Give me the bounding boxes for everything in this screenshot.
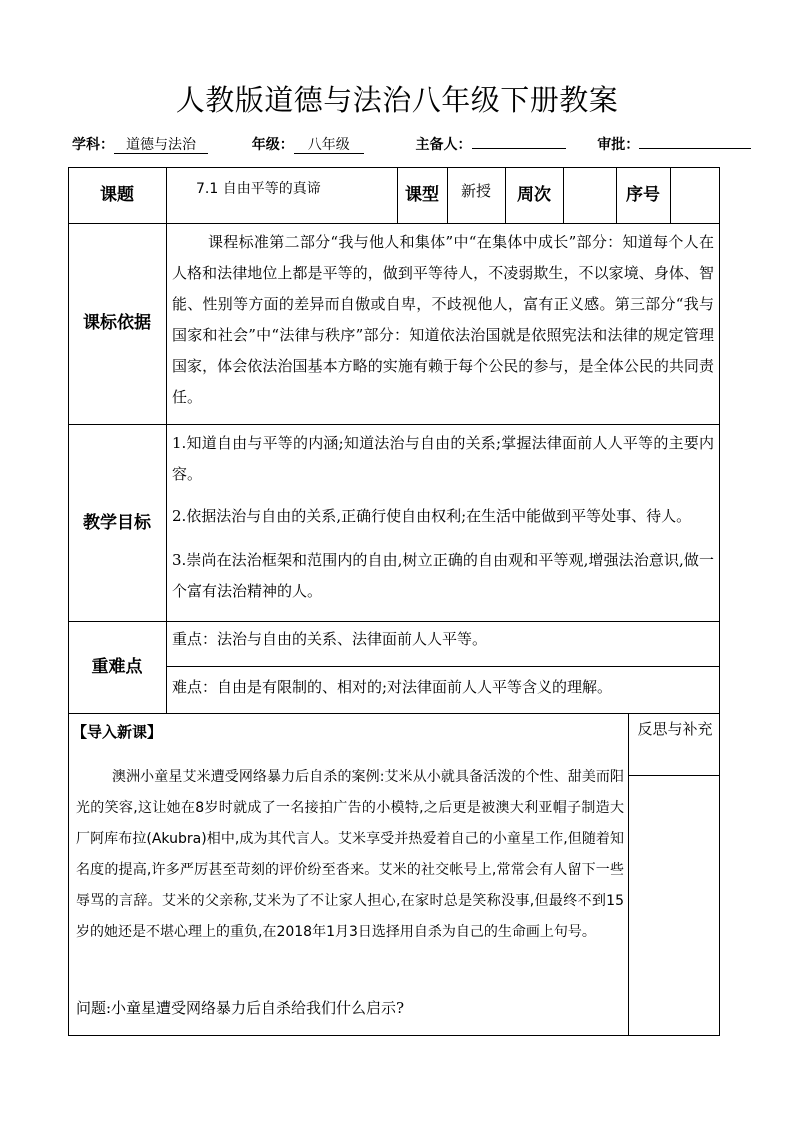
goals-label: 教学目标 [83,513,151,533]
reflection-label: 反思与补充 [637,720,713,738]
approval-label: 审批： [597,137,640,153]
seq-label: 序号 [626,185,660,205]
subject-label: 学科： [72,137,114,153]
approval-value [639,148,751,149]
preparer-label: 主备人： [415,137,472,153]
document-title: 人教版道德与法治八年级下册教案 [175,83,619,117]
col-divider [563,167,564,223]
row-divider [68,621,720,622]
row-divider [166,666,720,667]
topic-label: 课题 [100,185,134,205]
week-label: 周次 [517,185,551,205]
standard-label: 课标依据 [83,313,151,333]
key-point: 重点：法治与自由的关系、法律面前人人平等。 [172,630,488,648]
intro-question: 问题:小童星遭受网络暴力后自杀给我们什么启示? [76,999,405,1017]
goal-item-2: 2.依据法治与自由的关系,正确行使自由权利;在生活中能做到平等处事、待人。 [172,507,692,525]
type-value: 新授 [460,182,491,200]
keypoints-label: 重难点 [91,657,143,677]
intro-heading: 【导入新课】 [72,723,163,741]
standard-text: 课程标准第二部分“我与他人和集体”中“在集体中成长”部分：知道每个人在人格和法律地位上都是平等的，做到平等待人，不凌弱欺生，不以家境、身体、智能、性别等方面的差异而自傲或自卑，不歧视他人，富有正义感。第三部分“我与国家和社会”中“法律与秩序”部分：知道依法治国就是依照宪法和法律的规定管理国家，体会依法治国基本方略的实施有赖于每个公民的参与，是全体公民的共同责任。 [172,233,714,406]
topic-value: 7.1 自由平等的真谛 [196,181,321,197]
reflection-column-divider [628,713,629,1036]
goal-item-1: 1.知道自由与平等的内涵;知道法治与自由的关系;掌握法律面前人人平等的主要内容。 [172,434,714,483]
difficult-point: 难点：自由是有限制的、相对的;对法律面前人人平等含义的理解。 [172,678,613,696]
row-divider [68,424,720,425]
preparer-value [472,148,566,149]
type-label: 课型 [405,185,439,205]
grade-value: 八年级 [294,138,364,154]
label-column-divider [166,167,167,713]
col-divider [670,167,671,223]
reflection-divider [628,775,720,776]
meta-line [72,134,751,154]
grade-label: 年级： [251,137,294,153]
row-divider [68,713,720,714]
intro-story: 澳洲小童星艾米遭受网络暴力后自杀的案例:艾米从小就具备活泼的个性、甜美而阳光的笑容,这让她在8岁时就成了一名接拍广告的小模特,之后更是被澳大利亚帽子制造大厂阿库布拉(Akubra)相中,成为其代言人。艾米享受并热爱着自己的小童星工作,但随着知名度的提高,许多严厉甚至苛刻的评价纷至沓来。艾米的社交帐号上,常常会有人留下一些辱骂的言辞。艾米的父亲称,艾米为了不让家人担心,在家时总是笑称没事,但最终不到15岁的她还是不堪心理上的重负,在2018年1月3日选择用自杀为自己的生命画上句号。 [76,769,624,940]
goal-item-3: 3.崇尚在法治框架和范围内的自由,树立正确的自由观和平等观,增强法治意识,做一个富有法治精神的人。 [172,551,714,600]
subject-value: 道德与法治 [114,138,208,154]
